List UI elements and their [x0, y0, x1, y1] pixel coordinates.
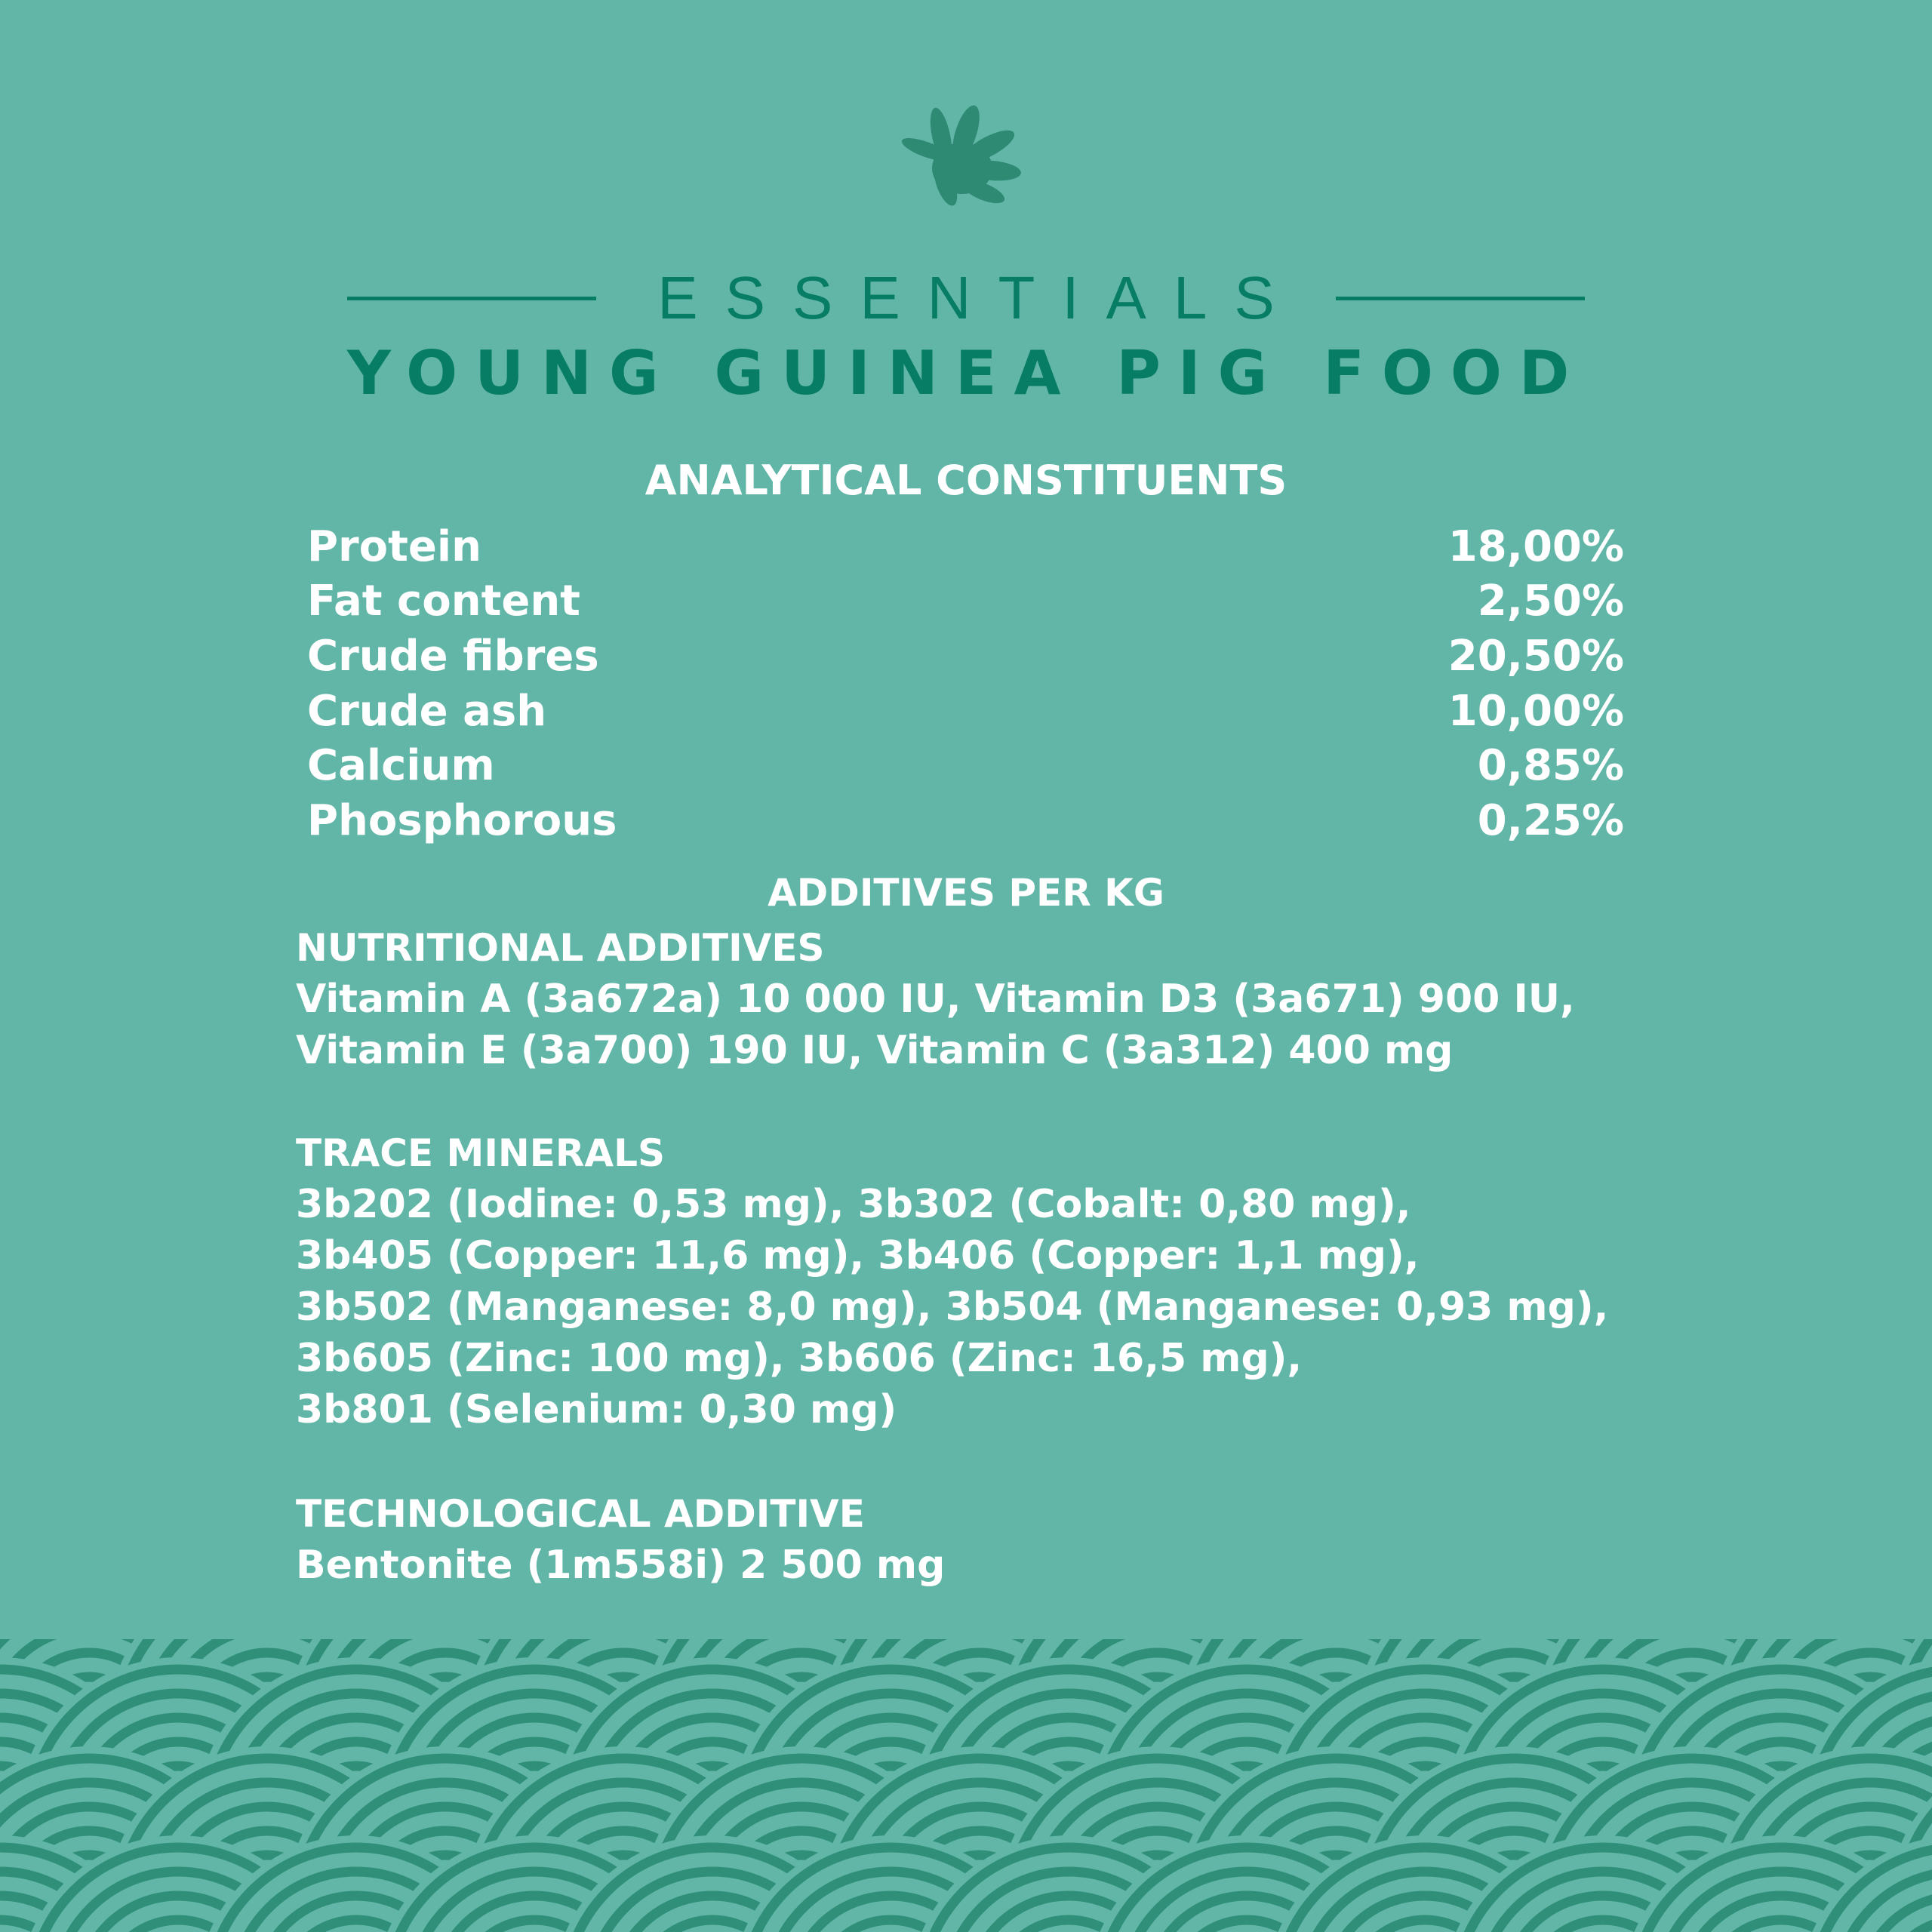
nutritional-line: Vitamin E (3a700) 190 IU, Vitamin C (3a312) 400 mg [296, 1028, 1454, 1073]
brand-header [347, 260, 1585, 336]
nutritional-line: Vitamin A (3a672a) 10 000 IU, Vitamin D3 (3a671) 900 IU, [296, 977, 1575, 1022]
constituent-row [307, 519, 1624, 574]
constituent-value: 2,50% [1477, 577, 1624, 626]
constituent-row [307, 738, 1624, 793]
nutritional-additives-section [296, 922, 1730, 1076]
trace-minerals-section [296, 1128, 1730, 1435]
constituent-label: Crude fibres [307, 631, 599, 681]
additives-title: ADDITIVES PER KG [768, 871, 1164, 915]
product-title: YOUNG GUINEA PIG FOOD [347, 338, 1587, 408]
wave-pattern [0, 1639, 1932, 1932]
brand-rule-right [1336, 297, 1585, 300]
constituent-label: Phosphorous [307, 795, 617, 845]
constituent-row [307, 684, 1624, 739]
constituents-table [307, 519, 1624, 848]
constituent-value: 10,00% [1447, 686, 1624, 736]
brand-name: ESSENTIALS [657, 264, 1302, 331]
constituent-row [307, 574, 1624, 629]
technological-line: Bentonite (1m558i) 2 500 mg [296, 1543, 946, 1588]
trace-minerals-heading: TRACE MINERALS [296, 1131, 665, 1175]
constituent-value: 0,85% [1477, 741, 1624, 791]
constituent-label: Protein [307, 521, 481, 571]
trace-line: 3b801 (Selenium: 0,30 mg) [296, 1387, 897, 1432]
technological-additive-heading: TECHNOLOGICAL ADDITIVE [296, 1492, 865, 1536]
constituent-row [307, 793, 1624, 848]
brand-rule-left [347, 297, 596, 300]
constituent-value: 0,25% [1477, 795, 1624, 845]
trace-line: 3b502 (Manganese: 8,0 mg), 3b504 (Manganese: 0,93 mg), [296, 1284, 1609, 1330]
technological-additive-section [296, 1488, 1730, 1591]
constituent-value: 18,00% [1447, 521, 1624, 571]
nutritional-additives-heading: NUTRITIONAL ADDITIVES [296, 926, 825, 970]
constituent-row [307, 629, 1624, 684]
trace-line: 3b202 (Iodine: 0,53 mg), 3b302 (Cobalt: 0,80 mg), [296, 1182, 1411, 1227]
constituent-label: Fat content [307, 577, 580, 626]
constituent-value: 20,50% [1447, 631, 1624, 681]
analytical-title: ANALYTICAL CONSTITUENTS [645, 457, 1287, 504]
constituent-label: Calcium [307, 741, 495, 791]
trace-line: 3b605 (Zinc: 100 mg), 3b606 (Zinc: 16,5 mg), [296, 1336, 1303, 1381]
constituent-label: Crude ash [307, 686, 547, 736]
leaf-icon [894, 97, 1038, 210]
trace-line: 3b405 (Copper: 11,6 mg), 3b406 (Copper: 1,1 mg), [296, 1233, 1420, 1278]
